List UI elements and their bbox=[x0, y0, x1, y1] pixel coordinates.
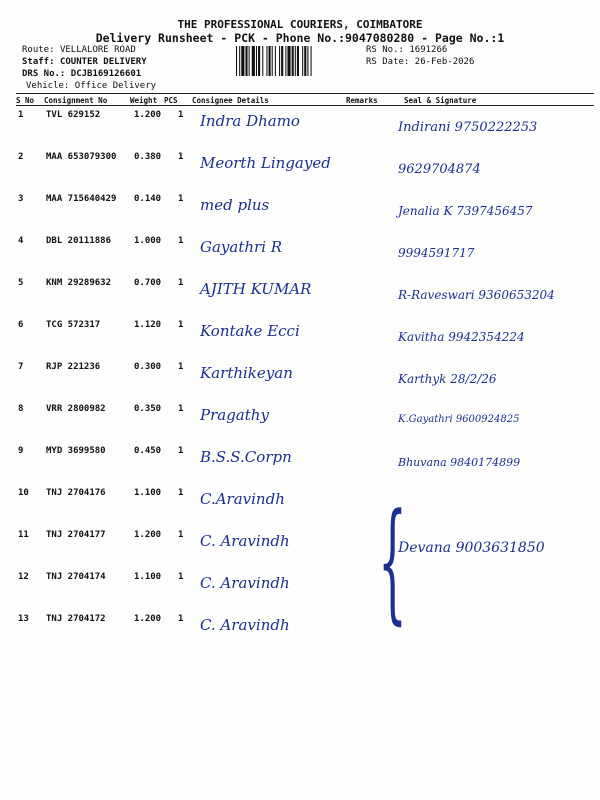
row-seal-signature: Kavitha 9942354224 bbox=[398, 330, 525, 344]
row-pcs: 1 bbox=[178, 236, 184, 246]
col-remarks: Remarks bbox=[346, 96, 378, 105]
row-seal-signature: Jenalia K 7397456457 bbox=[398, 204, 533, 218]
row-weight: 0.350 bbox=[134, 404, 162, 414]
barcode-bar bbox=[241, 46, 244, 76]
row-sno: 12 bbox=[18, 572, 29, 582]
row-consignment-no: TNJ 2704174 bbox=[46, 572, 106, 582]
barcode-bar bbox=[272, 46, 273, 76]
route-value: VELLALORE ROAD bbox=[59, 45, 136, 55]
row-consignee-handwritten: C.Aravindh bbox=[200, 490, 285, 508]
barcode-bar bbox=[281, 46, 283, 76]
row-sno: 4 bbox=[18, 236, 24, 246]
row-weight: 1.000 bbox=[134, 236, 162, 246]
row-sno: 1 bbox=[18, 110, 24, 120]
row-pcs: 1 bbox=[178, 320, 184, 330]
row-consignee-handwritten: Meorth Lingayed bbox=[200, 154, 331, 172]
vehicle-value: Office Delivery bbox=[74, 81, 157, 91]
row-weight: 0.140 bbox=[134, 194, 162, 204]
barcode-bar bbox=[239, 46, 240, 76]
barcode-bar bbox=[295, 46, 296, 76]
row-seal-signature: R-Raveswari 9360653204 bbox=[398, 288, 555, 302]
rs-no-value: 1691266 bbox=[409, 45, 448, 55]
row-seal-signature: Devana 9003631850 bbox=[398, 540, 545, 556]
barcode-bar bbox=[269, 46, 271, 76]
row-consignment-no: VRR 2800982 bbox=[46, 404, 106, 414]
row-consignee-handwritten: med plus bbox=[200, 196, 270, 214]
row-consignment-no: TVL 629152 bbox=[46, 110, 101, 120]
row-consignment-no: MAA 715640429 bbox=[46, 194, 117, 204]
row-pcs: 1 bbox=[178, 404, 184, 414]
row-consignment-no: MAA 653079300 bbox=[46, 152, 117, 162]
row-consignment-no: TNJ 2704177 bbox=[46, 530, 106, 540]
barcode-bar bbox=[236, 46, 237, 76]
row-weight: 1.120 bbox=[134, 320, 162, 330]
grouping-brace: { bbox=[378, 485, 407, 637]
barcode-bar bbox=[304, 46, 306, 76]
header-top-rule bbox=[16, 93, 594, 94]
barcode-bar bbox=[275, 46, 276, 76]
row-consignment-no: MYD 3699580 bbox=[46, 446, 106, 456]
barcode-bar bbox=[297, 46, 299, 76]
row-consignee-handwritten: C. Aravindh bbox=[200, 532, 290, 550]
barcode-bar bbox=[285, 46, 286, 76]
row-seal-signature: Indirani 9750222253 bbox=[398, 120, 538, 135]
rs-date-value: 26-Feb-2026 bbox=[414, 57, 475, 67]
col-seal: Seal & Signature bbox=[404, 96, 477, 105]
row-weight: 0.300 bbox=[134, 362, 162, 372]
row-weight: 1.100 bbox=[134, 572, 162, 582]
row-consignment-no: TNJ 2704172 bbox=[46, 614, 106, 624]
row-sno: 2 bbox=[18, 152, 24, 162]
row-pcs: 1 bbox=[178, 152, 184, 162]
row-pcs: 1 bbox=[178, 278, 184, 288]
row-sno: 13 bbox=[18, 614, 29, 624]
barcode-bar bbox=[252, 46, 255, 76]
row-consignee-handwritten: Karthikeyan bbox=[200, 364, 293, 382]
row-weight: 1.100 bbox=[134, 488, 162, 498]
row-sno: 3 bbox=[18, 194, 24, 204]
row-consignment-no: TCG 572317 bbox=[46, 320, 101, 330]
rs-date-line: RS Date: 26-Feb-2026 bbox=[366, 57, 475, 67]
barcode-bar bbox=[249, 46, 250, 76]
vehicle-line: Vehicle: Office Delivery bbox=[26, 81, 157, 91]
row-weight: 0.700 bbox=[134, 278, 162, 288]
row-consignee-handwritten: Pragathy bbox=[200, 406, 269, 424]
company-title: THE PROFESSIONAL COURIERS, COIMBATORE bbox=[177, 18, 423, 31]
col-sno: S No bbox=[16, 96, 35, 105]
row-consignee-handwritten: AJITH KUMAR bbox=[200, 280, 312, 298]
barcode-bar bbox=[307, 46, 308, 76]
drs-line: DRS No.: DCJB169126601 bbox=[22, 69, 142, 79]
row-weight: 1.200 bbox=[134, 614, 162, 624]
barcode-bar bbox=[302, 46, 303, 76]
row-weight: 1.200 bbox=[134, 110, 162, 120]
row-pcs: 1 bbox=[178, 446, 184, 456]
row-sno: 10 bbox=[18, 488, 29, 498]
row-pcs: 1 bbox=[178, 110, 184, 120]
row-consignment-no: RJP 221236 bbox=[46, 362, 101, 372]
rs-no-line: RS No.: 1691266 bbox=[366, 45, 448, 55]
row-consignee-handwritten: C. Aravindh bbox=[200, 616, 290, 634]
row-pcs: 1 bbox=[178, 530, 184, 540]
row-sno: 11 bbox=[18, 530, 29, 540]
route-line: Route: VELLALORE ROAD bbox=[22, 45, 136, 55]
barcode-bar bbox=[245, 46, 247, 76]
barcode-bar bbox=[292, 46, 294, 76]
col-pcs: PCS bbox=[164, 96, 178, 105]
row-weight: 0.450 bbox=[134, 446, 162, 456]
row-sno: 8 bbox=[18, 404, 24, 414]
barcode bbox=[236, 46, 362, 76]
row-consignee-handwritten: C. Aravindh bbox=[200, 574, 290, 592]
row-seal-signature: Bhuvana 9840174899 bbox=[398, 456, 521, 469]
row-pcs: 1 bbox=[178, 572, 184, 582]
barcode-bar bbox=[279, 46, 280, 76]
barcode-bar bbox=[266, 46, 267, 76]
row-consignee-handwritten: Indra Dhamo bbox=[200, 112, 300, 130]
runsheet-subtitle: Delivery Runsheet - PCK - Phone No.:9047080280 - Page No.:1 bbox=[95, 31, 505, 45]
row-consignment-no: DBL 20111886 bbox=[46, 236, 112, 246]
row-sno: 9 bbox=[18, 446, 24, 456]
barcode-bar bbox=[262, 46, 263, 76]
barcode-bar bbox=[258, 46, 260, 76]
row-consignee-handwritten: B.S.S.Corpn bbox=[200, 448, 292, 466]
row-sno: 7 bbox=[18, 362, 24, 372]
row-consignee-handwritten: Kontake Ecci bbox=[200, 322, 300, 340]
barcode-bar bbox=[311, 46, 312, 76]
col-consignment: Consignment No bbox=[44, 96, 108, 105]
header-bottom-rule bbox=[16, 105, 594, 106]
row-pcs: 1 bbox=[178, 488, 184, 498]
row-seal-signature: K.Gayathri 9600924825 bbox=[398, 414, 520, 425]
row-weight: 1.200 bbox=[134, 530, 162, 540]
row-pcs: 1 bbox=[178, 194, 184, 204]
barcode-bar bbox=[287, 46, 290, 76]
barcode-bar bbox=[256, 46, 257, 76]
row-pcs: 1 bbox=[178, 614, 184, 624]
staff-value: COUNTER DELIVERY bbox=[59, 57, 147, 67]
col-consignee: Consignee Details bbox=[192, 96, 269, 105]
drs-value: DCJB169126601 bbox=[70, 69, 142, 79]
row-seal-signature: 9629704874 bbox=[398, 162, 481, 177]
row-seal-signature: Karthyk 28/2/26 bbox=[398, 372, 497, 386]
row-consignment-no: KNM 29289632 bbox=[46, 278, 112, 288]
col-weight: Weight bbox=[130, 96, 158, 105]
row-seal-signature: 9994591717 bbox=[398, 246, 475, 260]
row-pcs: 1 bbox=[178, 362, 184, 372]
row-sno: 6 bbox=[18, 320, 24, 330]
staff-line: Staff: COUNTER DELIVERY bbox=[22, 57, 147, 67]
row-weight: 0.380 bbox=[134, 152, 162, 162]
row-sno: 5 bbox=[18, 278, 24, 288]
row-consignment-no: TNJ 2704176 bbox=[46, 488, 106, 498]
row-consignee-handwritten: Gayathri R bbox=[200, 238, 283, 256]
